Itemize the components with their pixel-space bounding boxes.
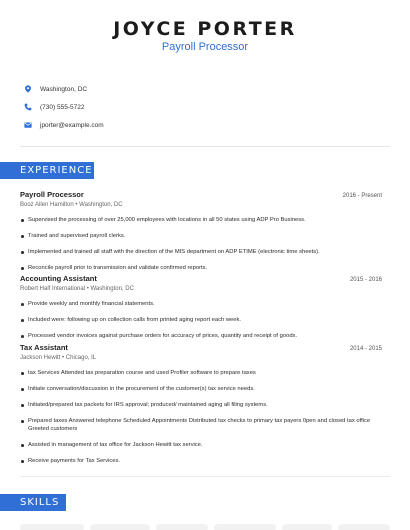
bullet-item: Reconcile payroll prior to transmission and validate confirmed reports.	[20, 264, 382, 272]
envelope-icon	[24, 121, 32, 129]
location-pin-icon	[24, 85, 32, 93]
job-entry	[20, 190, 382, 280]
bullet-item: Prepared taxes Answered telephone Scheduled Appointments Distributed tax checks to primary tax payers 0pen and closed tax office Greeted customers	[20, 417, 382, 433]
job-entry-dates: 2014 - 2015	[349, 346, 382, 352]
bullet-item: tax Services Attended tax preparation course and used Profiler software to prepare taxes	[20, 369, 382, 377]
job-title-heading: Payroll Processor	[161, 41, 249, 53]
phone-text: (730) 555-5722	[40, 103, 85, 111]
bullet-item: Receive payments for Tax Services.	[20, 457, 382, 465]
bullet-item: Processed vendor invoices against purchase orders for accuracy of prices, quantity and receipt of goods.	[20, 332, 382, 340]
bullet-item: Provide weekly and monthly financial statements.	[20, 300, 382, 308]
job-entry-bullets	[20, 300, 382, 340]
skill-chip	[20, 524, 84, 530]
location-text: Washington, DC	[40, 85, 88, 93]
bullet-item: Initiate conversation/discussion in the procurement of the customer(s) tax service needs.	[20, 385, 382, 393]
contact-location	[24, 85, 87, 93]
job-entry-bullets	[20, 369, 382, 465]
bullet-item: Supervised the processing of over 25,000 employees with locations in all 50 states using ADP Pro Business.	[20, 216, 382, 224]
phone-icon	[24, 103, 32, 111]
job-entry-company: Booz Allen Hamilton • Washington, DC	[20, 202, 123, 208]
skill-chip	[214, 524, 276, 530]
header-divider	[20, 146, 390, 147]
job-entry-company: Robert Half International • Washington, DC	[20, 286, 134, 292]
section-divider	[20, 476, 390, 477]
job-entry	[20, 343, 382, 473]
bullet-item: Implemented and trained all staff with the direction of the MIS department on ADP ETIME (electronic time sheets).	[20, 248, 382, 256]
job-entry-dates: 2015 - 2016	[349, 277, 382, 283]
job-entry-title: Tax Assistant	[20, 343, 68, 352]
contact-phone	[24, 103, 84, 111]
skill-chip	[338, 524, 390, 530]
bullet-item: Included were: following up on collection calls from printed aging report each week.	[20, 316, 382, 324]
job-entry-bullets	[20, 216, 382, 272]
email-text[interactable]: jporter@example.com	[40, 121, 104, 129]
job-entry-dates: 2016 - Present	[342, 193, 382, 199]
job-entry	[20, 274, 382, 348]
experience-section-heading: EXPERIENCE	[0, 162, 94, 179]
bullet-item: Trained and supervised payroll clerks.	[20, 232, 382, 240]
bullet-item: Initiated/prepared tax packets for IRS approval; produced/ maintained aging all filing systems.	[20, 401, 382, 409]
name-heading: JOYCE PORTER	[113, 18, 297, 40]
skill-chip	[282, 524, 332, 530]
bullet-item: Assisted in management of tax office for Jackson Hewitt tax service.	[20, 441, 382, 449]
skill-chip	[90, 524, 150, 530]
job-entry-title: Payroll Processor	[20, 190, 84, 199]
job-entry-title: Accounting Assistant	[20, 274, 97, 283]
contact-email[interactable]	[24, 121, 104, 129]
skill-chip	[156, 524, 208, 530]
job-entry-company: Jackson Hewitt • Chicago, IL	[20, 355, 97, 361]
skills-section-heading: SKILLS	[0, 494, 66, 511]
